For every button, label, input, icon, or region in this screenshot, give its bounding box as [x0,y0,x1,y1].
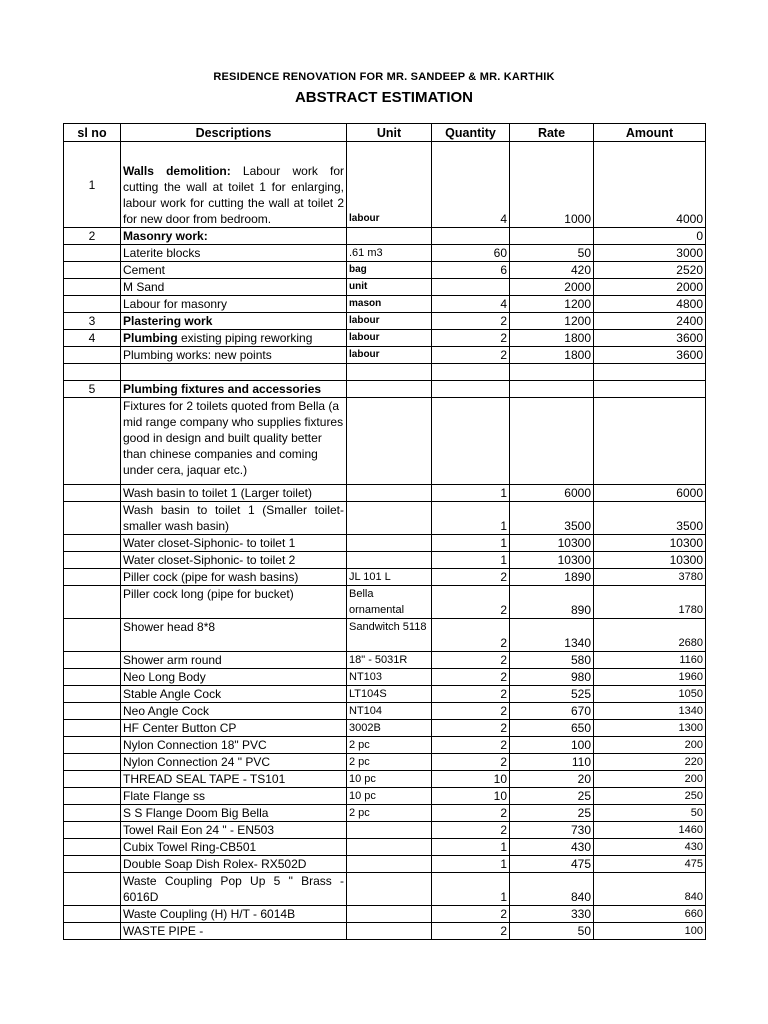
table-row [64,245,706,262]
cell-rate: 100 [510,737,594,754]
cell-sl-no [64,805,121,822]
table-row [64,381,706,398]
cell-quantity: 10 [432,771,510,788]
cell-amount: 1780 [594,586,706,619]
item-description: Nylon Connection 18" PVC [123,738,267,752]
header-unit: Unit [347,124,432,142]
cell-description [121,839,347,856]
cell-unit [347,381,432,398]
cell-sl-no [64,619,121,652]
cell-sl-no [64,754,121,771]
cell-rate: 580 [510,652,594,669]
item-description: Cubix Towel Ring-CB501 [123,840,257,854]
table-row [64,619,706,652]
cell-description [121,313,347,330]
cell-rate: 1200 [510,296,594,313]
cell-quantity [432,398,510,485]
cell-quantity: 2 [432,805,510,822]
cell-unit: 2 pc [347,805,432,822]
cell-rate: 670 [510,703,594,720]
cell-description [121,330,347,347]
cell-sl-no [64,586,121,619]
table-row [64,686,706,703]
cell-amount: 2520 [594,262,706,279]
cell-amount: 220 [594,754,706,771]
cell-amount: 2000 [594,279,706,296]
cell-description [121,771,347,788]
cell-sl-no [64,364,121,381]
cell-rate: 730 [510,822,594,839]
cell-unit [347,552,432,569]
table-row [64,923,706,940]
table-row [64,347,706,364]
cell-sl-no [64,873,121,906]
item-title: Masonry work: [123,229,208,243]
cell-amount: 4000 [594,142,706,228]
cell-unit: 18" - 5031R [347,652,432,669]
cell-sl-no [64,669,121,686]
cell-unit: bag [347,262,432,279]
cell-rate: 10300 [510,552,594,569]
cell-unit [347,906,432,923]
cell-description [121,737,347,754]
cell-amount: 100 [594,923,706,940]
table-row [64,737,706,754]
table-row [64,330,706,347]
cell-description [121,856,347,873]
header-descriptions: Descriptions [121,124,347,142]
cell-unit: labour [347,330,432,347]
cell-rate: 10300 [510,535,594,552]
cell-rate [510,381,594,398]
table-row [64,703,706,720]
cell-unit: 10 pc [347,771,432,788]
header-quantity: Quantity [432,124,510,142]
cell-sl-no [64,569,121,586]
cell-rate: 430 [510,839,594,856]
cell-amount: 1300 [594,720,706,737]
item-description: Waste Coupling (H) H/T - 6014B [123,907,296,921]
cell-amount: 1460 [594,822,706,839]
cell-quantity: 2 [432,619,510,652]
cell-description [121,788,347,805]
cell-sl-no [64,245,121,262]
table-row [64,502,706,535]
cell-rate: 980 [510,669,594,686]
cell-sl-no [64,485,121,502]
cell-unit: Sandwitch 5118 [347,619,432,652]
cell-description [121,142,347,228]
cell-description [121,652,347,669]
cell-description [121,398,347,485]
table-row [64,788,706,805]
cell-sl-no: 3 [64,313,121,330]
cell-quantity: 4 [432,296,510,313]
cell-description [121,485,347,502]
table-row [64,364,706,381]
item-description: THREAD SEAL TAPE - TS101 [123,772,286,786]
cell-unit: 3002B [347,720,432,737]
table-row [64,586,706,619]
cell-amount [594,381,706,398]
cell-quantity: 10 [432,788,510,805]
cell-unit: .61 m3 [347,245,432,262]
cell-unit [347,398,432,485]
cell-quantity: 1 [432,502,510,535]
table-row [64,485,706,502]
cell-sl-no [64,502,121,535]
cell-description [121,923,347,940]
cell-sl-no [64,347,121,364]
cell-quantity: 2 [432,569,510,586]
cell-amount: 1960 [594,669,706,686]
cell-sl-no [64,856,121,873]
cell-amount: 660 [594,906,706,923]
item-description: Flate Flange ss [123,789,206,803]
item-description: existing piping reworking [177,331,313,345]
cell-quantity: 2 [432,703,510,720]
cell-amount: 10300 [594,535,706,552]
document-title: ABSTRACT ESTIMATION [294,89,474,106]
item-title: Plumbing [123,331,178,345]
cell-unit: LT104S [347,686,432,703]
table-header-row [64,124,706,142]
cell-sl-no [64,652,121,669]
cell-sl-no [64,262,121,279]
cell-rate: 1890 [510,569,594,586]
item-description: Stable Angle Cock [123,687,222,701]
table-row [64,754,706,771]
cell-quantity: 2 [432,313,510,330]
cell-description [121,873,347,906]
cell-rate: 650 [510,720,594,737]
cell-unit [347,228,432,245]
cell-quantity [432,279,510,296]
cell-sl-no [64,686,121,703]
item-description: Piller cock (pipe for wash basins) [123,570,299,584]
cell-rate: 1800 [510,330,594,347]
table-row [64,839,706,856]
cell-amount: 3500 [594,502,706,535]
item-description: Wash basin to toilet 1 (Smaller toilet-smaller wash basin) [123,503,344,533]
cell-rate: 475 [510,856,594,873]
cell-quantity: 2 [432,652,510,669]
cell-description [121,822,347,839]
cell-description [121,502,347,535]
item-description: Plumbing works: new points [123,348,272,362]
cell-rate: 890 [510,586,594,619]
item-description: Fixtures for 2 toilets quoted from Bella (a mid range company who supplies fixtures good in design and built quality better than chinese companies and coming under cera, jaquar etc.) [123,399,344,477]
cell-rate [510,364,594,381]
cell-rate: 2000 [510,279,594,296]
cell-quantity: 60 [432,245,510,262]
table-row [64,720,706,737]
cell-unit [347,873,432,906]
item-description: HF Center Button CP [123,721,237,735]
cell-quantity: 2 [432,754,510,771]
item-description: Cement [123,263,166,277]
table-row [64,822,706,839]
cell-rate: 3500 [510,502,594,535]
cell-description [121,535,347,552]
cell-rate: 50 [510,923,594,940]
cell-sl-no [64,906,121,923]
cell-quantity: 1 [432,552,510,569]
cell-quantity [432,381,510,398]
cell-amount: 6000 [594,485,706,502]
cell-unit [347,839,432,856]
table-row [64,873,706,906]
cell-rate: 1340 [510,619,594,652]
item-description: Water closet-Siphonic- to toilet 1 [123,536,296,550]
cell-sl-no [64,720,121,737]
table-row [64,228,706,245]
cell-amount: 250 [594,788,706,805]
cell-description [121,906,347,923]
table-row [64,535,706,552]
cell-sl-no [64,398,121,485]
cell-quantity [432,228,510,245]
cell-description [121,279,347,296]
header-amount: Amount [594,124,706,142]
cell-description [121,754,347,771]
cell-amount: 4800 [594,296,706,313]
cell-description [121,262,347,279]
cell-amount: 430 [594,839,706,856]
table-row [64,805,706,822]
cell-description [121,347,347,364]
cell-description [121,805,347,822]
cell-description [121,381,347,398]
table-row [64,771,706,788]
item-title: Plastering work [123,314,213,328]
cell-amount: 3600 [594,330,706,347]
cell-amount: 200 [594,737,706,754]
cell-sl-no [64,552,121,569]
table-row [64,313,706,330]
cell-amount: 0 [594,228,706,245]
cell-rate: 25 [510,788,594,805]
cell-rate [510,228,594,245]
cell-rate: 420 [510,262,594,279]
cell-quantity: 2 [432,720,510,737]
item-description: Nylon Connection 24 " PVC [123,755,271,769]
cell-unit: 10 pc [347,788,432,805]
cell-rate: 25 [510,805,594,822]
item-description: Neo Long Body [123,670,206,684]
cell-quantity: 1 [432,485,510,502]
item-description: M Sand [123,280,165,294]
cell-amount: 1340 [594,703,706,720]
item-description: Labour for masonry [123,297,228,311]
item-description: Labour work for cutting the wall at toilet 1 for enlarging, labour work for cutting the wall at toilet 2 for new door from bedroom. [123,164,344,226]
table-row [64,279,706,296]
cell-amount: 1050 [594,686,706,703]
cell-description [121,245,347,262]
item-description: Wash basin to toilet 1 (Larger toilet) [123,486,312,500]
cell-unit: NT103 [347,669,432,686]
item-description: Laterite blocks [123,246,201,260]
cell-unit [347,502,432,535]
table-row [64,906,706,923]
cell-quantity: 2 [432,822,510,839]
item-description: WASTE PIPE - [123,924,204,938]
table-row [64,296,706,313]
cell-quantity: 2 [432,586,510,619]
cell-sl-no [64,296,121,313]
cell-amount: 2680 [594,619,706,652]
estimation-table [63,123,706,940]
cell-amount: 50 [594,805,706,822]
cell-unit [347,856,432,873]
cell-rate: 6000 [510,485,594,502]
table-row [64,569,706,586]
cell-quantity: 4 [432,142,510,228]
cell-description [121,686,347,703]
cell-quantity: 2 [432,686,510,703]
cell-unit: labour [347,347,432,364]
cell-unit: mason [347,296,432,313]
header-sl-no: sl no [64,124,121,142]
cell-unit: labour [347,313,432,330]
cell-amount: 200 [594,771,706,788]
cell-amount: 3780 [594,569,706,586]
cell-description [121,669,347,686]
cell-amount: 475 [594,856,706,873]
cell-description [121,296,347,313]
item-description: Shower arm round [123,653,222,667]
cell-unit: NT104 [347,703,432,720]
item-description: Double Soap Dish Rolex- RX502D [123,857,307,871]
item-title: Walls demolition: [123,164,231,178]
cell-sl-no: 5 [64,381,121,398]
cell-sl-no [64,703,121,720]
cell-sl-no [64,839,121,856]
cell-unit: 2 pc [347,737,432,754]
item-description: S S Flange Doom Big Bella [123,806,269,820]
cell-unit [347,923,432,940]
item-description: Neo Angle Cock [123,704,210,718]
cell-rate: 110 [510,754,594,771]
cell-unit [347,822,432,839]
cell-rate: 330 [510,906,594,923]
item-description: Waste Coupling Pop Up 5 " Brass - 6016D [123,874,344,904]
table-row [64,142,706,228]
cell-amount: 2400 [594,313,706,330]
table-row [64,398,706,485]
cell-unit [347,535,432,552]
cell-sl-no [64,822,121,839]
cell-quantity: 2 [432,737,510,754]
cell-sl-no [64,535,121,552]
cell-rate: 1800 [510,347,594,364]
cell-rate: 20 [510,771,594,788]
cell-description [121,586,347,619]
item-description: Piller cock long (pipe for bucket) [123,587,294,601]
cell-description [121,703,347,720]
cell-sl-no: 2 [64,228,121,245]
document-subtitle: RESIDENCE RENOVATION FOR MR. SANDEEP & MR. KARTHIK [213,71,555,83]
cell-rate: 50 [510,245,594,262]
cell-rate: 840 [510,873,594,906]
cell-amount: 840 [594,873,706,906]
cell-sl-no [64,788,121,805]
cell-quantity: 1 [432,839,510,856]
cell-quantity: 2 [432,923,510,940]
cell-description [121,228,347,245]
cell-quantity: 2 [432,669,510,686]
cell-amount: 3600 [594,347,706,364]
cell-quantity [432,364,510,381]
cell-amount: 10300 [594,552,706,569]
cell-unit [347,364,432,381]
cell-unit: Bella ornamental [347,586,432,619]
cell-quantity: 2 [432,906,510,923]
table-row [64,856,706,873]
table-row [64,262,706,279]
item-description: Towel Rail Eon 24 " - EN503 [123,823,275,837]
item-description: Shower head 8*8 [123,620,216,634]
cell-unit: 2 pc [347,754,432,771]
cell-rate: 525 [510,686,594,703]
cell-sl-no [64,923,121,940]
cell-sl-no [64,737,121,754]
cell-sl-no: 4 [64,330,121,347]
cell-amount: 1160 [594,652,706,669]
cell-description [121,364,347,381]
cell-unit: JL 101 L [347,569,432,586]
cell-unit [347,485,432,502]
header-rate: Rate [510,124,594,142]
cell-description [121,569,347,586]
cell-sl-no [64,771,121,788]
cell-description [121,552,347,569]
cell-rate: 1200 [510,313,594,330]
cell-amount [594,398,706,485]
cell-rate: 1000 [510,142,594,228]
item-title: Plumbing fixtures and accessories [123,382,322,396]
cell-amount: 3000 [594,245,706,262]
cell-sl-no [64,279,121,296]
cell-sl-no: 1 [64,142,121,228]
cell-quantity: 1 [432,873,510,906]
cell-description [121,720,347,737]
cell-unit: unit [347,279,432,296]
cell-quantity: 6 [432,262,510,279]
table-body [64,142,706,940]
table-row [64,552,706,569]
cell-quantity: 2 [432,330,510,347]
cell-unit: labour [347,142,432,228]
table-row [64,652,706,669]
cell-description [121,619,347,652]
item-description: Water closet-Siphonic- to toilet 2 [123,553,296,567]
cell-quantity: 1 [432,535,510,552]
cell-rate [510,398,594,485]
cell-quantity: 2 [432,347,510,364]
table-row [64,669,706,686]
cell-amount [594,364,706,381]
cell-quantity: 1 [432,856,510,873]
